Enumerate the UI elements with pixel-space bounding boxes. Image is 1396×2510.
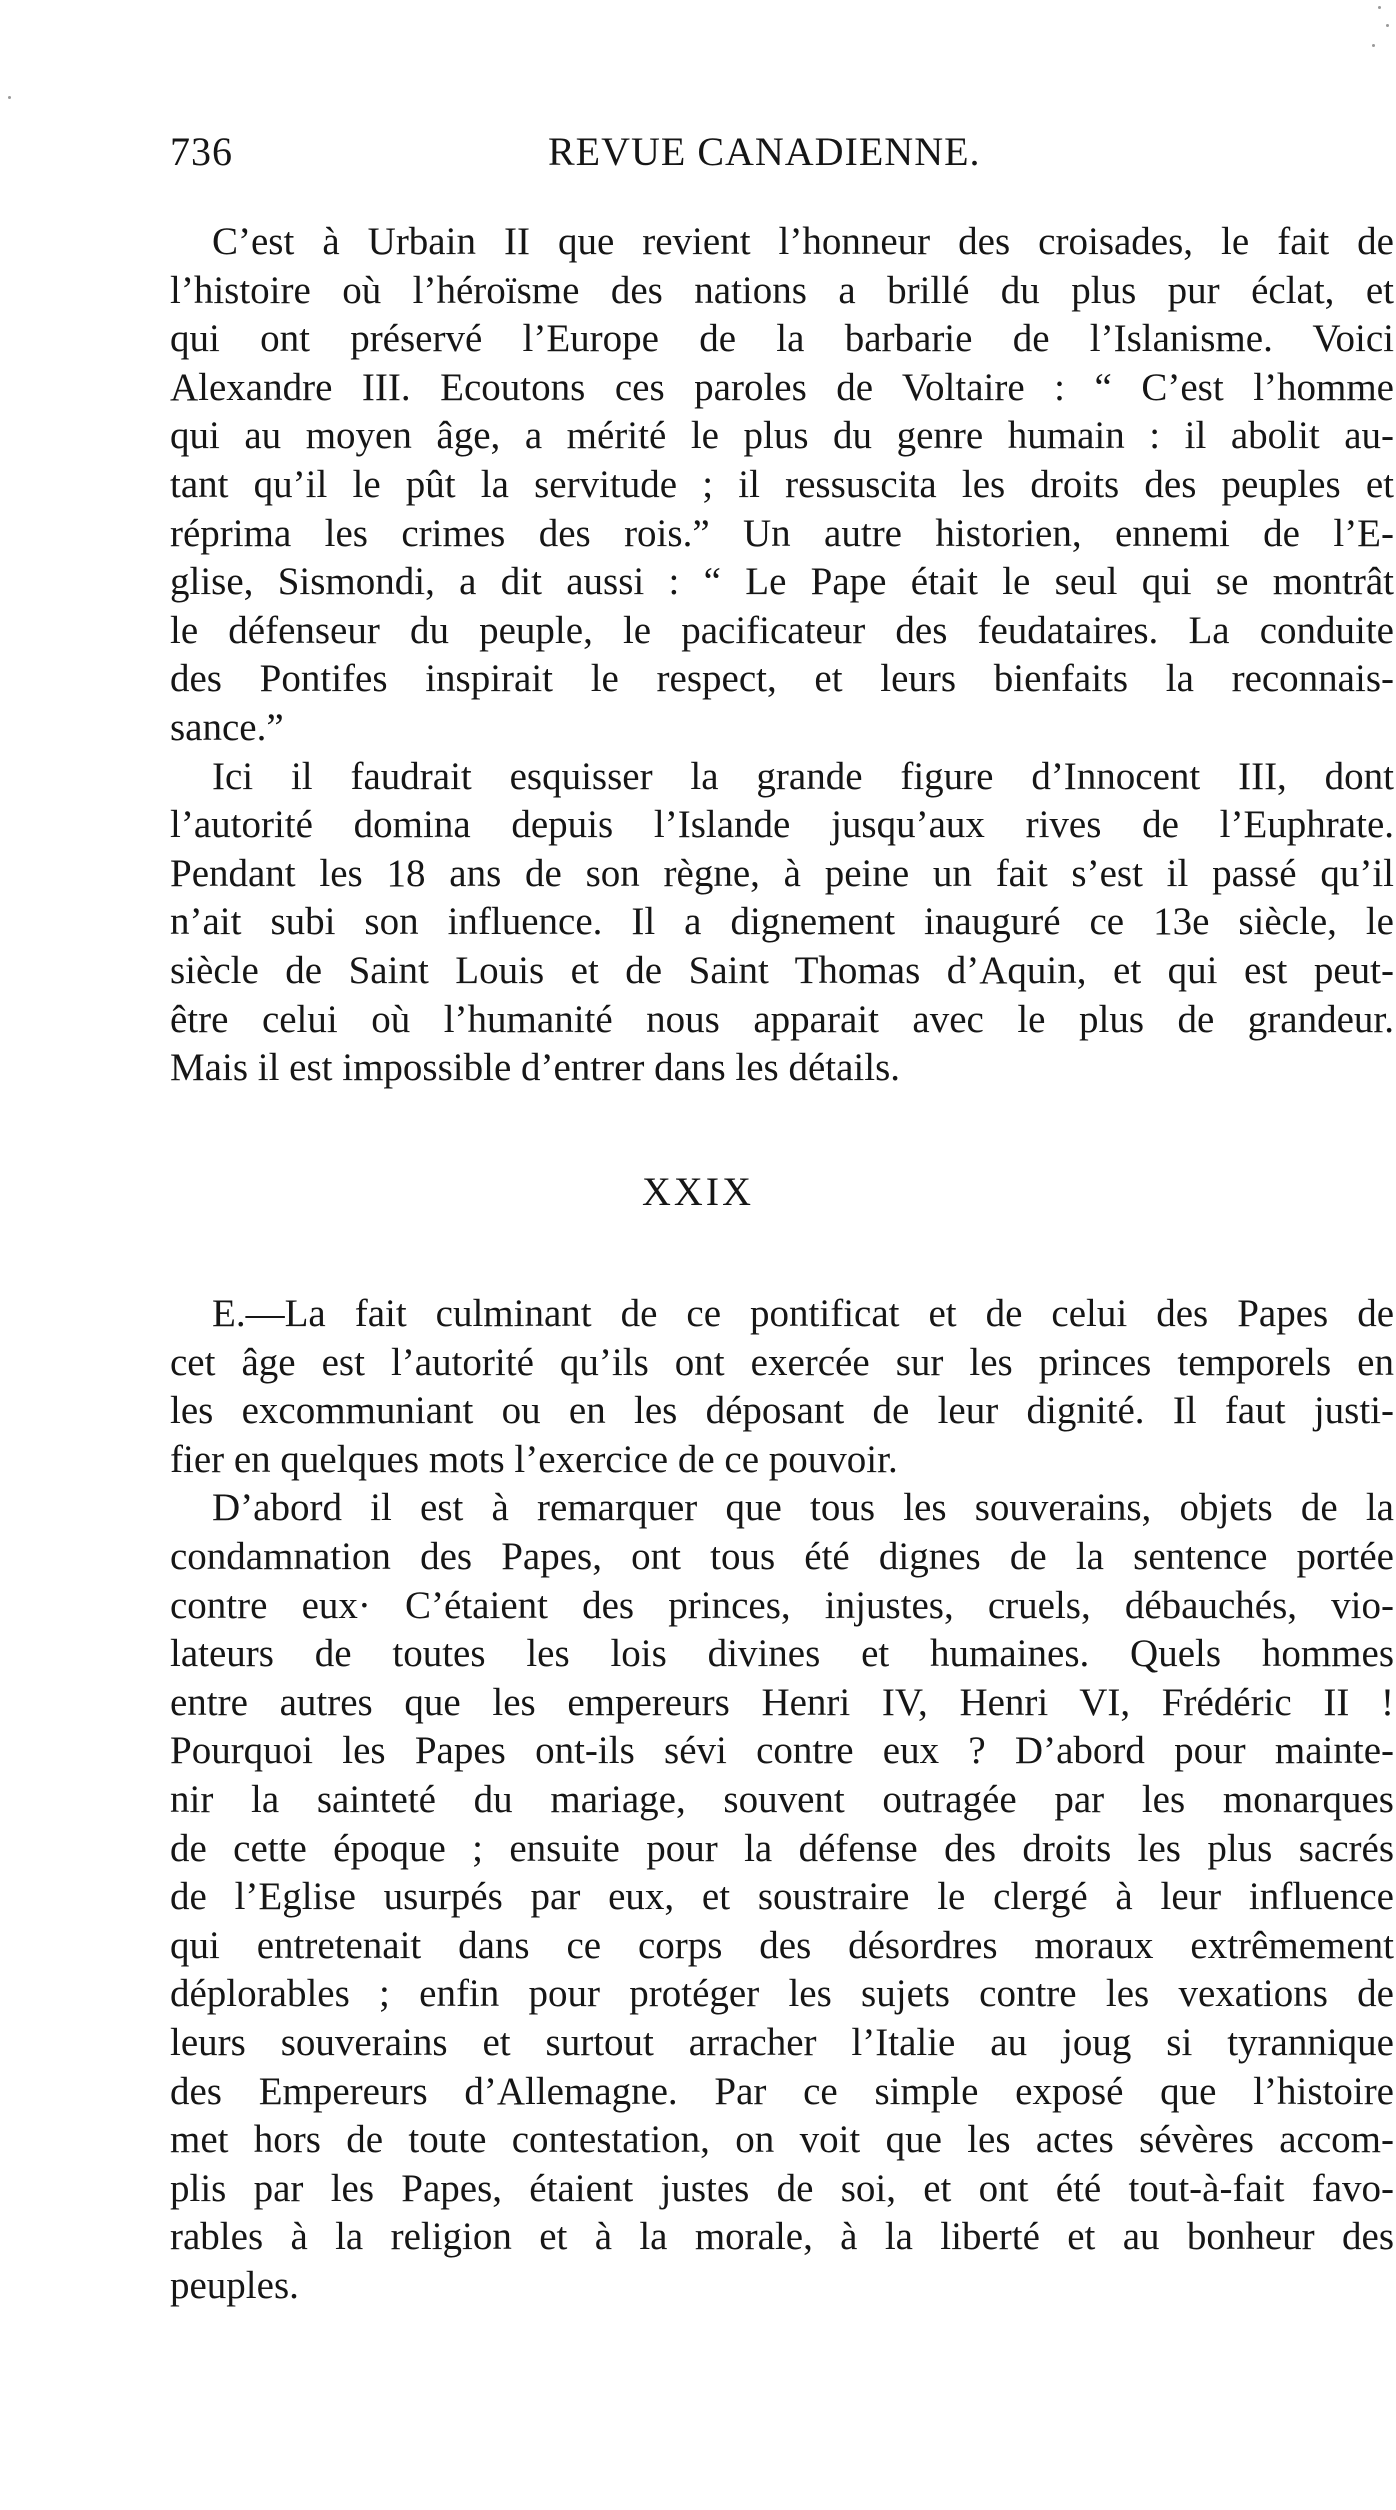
text-line: nir la sainteté du mariage, souvent outragée par les monarques	[170, 1777, 1394, 1821]
text-line: siècle de Saint Louis et de Saint Thomas d’Aquin, et qui est peut-	[170, 948, 1394, 992]
text-line: peuples.	[170, 2263, 299, 2307]
text-line: D’abord il est à remarquer que tous les souverains, objets de la	[212, 1486, 1394, 1530]
scan-speck	[1378, 6, 1381, 9]
text-line: le défenseur du peuple, le pacificateur des feudataires. La conduite	[170, 608, 1394, 652]
paragraph-authority	[170, 1290, 1394, 1484]
text-line: C’est à Urbain II que revient l’honneur des croisades, le fait de	[212, 220, 1394, 263]
text-line: E.—La fait culminant de ce pontificat et de celui des Papes de	[212, 1292, 1394, 1335]
page-number: 736	[170, 129, 233, 174]
section-heading: XXIX	[642, 1169, 754, 1214]
running-title: REVUE CANADIENNE.	[548, 129, 981, 174]
text-line: de cette époque ; ensuite pour la défense des droits les plus sacrés	[170, 1826, 1394, 1870]
scan-speck	[1386, 24, 1389, 27]
text-line: Mais il est impossible d’entrer dans les détails.	[170, 1046, 901, 1090]
paragraph-innocent	[170, 753, 1394, 1093]
text-line: l’autorité domina depuis l’Islande jusqu’aux rives de l’Euphrate.	[170, 803, 1394, 847]
text-line: tant qu’il le pût la servitude ; il ressuscita les droits des peuples et	[170, 462, 1394, 506]
text-line: Alexandre III. Ecoutons ces paroles de Voltaire : “ C’est l’homme	[170, 365, 1394, 409]
text-line: lateurs de toutes les lois divines et humaines. Quels hommes	[170, 1632, 1394, 1676]
text-line: de l’Eglise usurpés par eux, et soustraire le clergé à leur influence	[170, 1875, 1394, 1919]
text-line: l’histoire où l’héroïsme des nations a brillé du plus pur éclat, et	[170, 268, 1394, 312]
text-line: cet âge est l’autorité qu’ils ont exercée sur les princes temporels en	[170, 1340, 1394, 1384]
text-line: sance.”	[170, 705, 284, 749]
text-line: entre autres que les empereurs Henri IV, Henri VI, Frédéric II !	[170, 1680, 1394, 1724]
scan-speck	[1372, 44, 1375, 47]
lower-text-block	[170, 1290, 1394, 2310]
text-line: glise, Sismondi, a dit aussi : “ Le Pape était le seul qui se montrât	[170, 560, 1394, 604]
text-line: déplorables ; enfin pour protéger les sujets contre les vexations de	[170, 1972, 1394, 2016]
scan-speck	[8, 96, 11, 99]
text-line: Ici il faudrait esquisser la grande figure d’Innocent III, dont	[212, 754, 1394, 798]
running-header	[170, 128, 1396, 188]
text-line: des Empereurs d’Allemagne. Par ce simple exposé que l’histoire	[170, 2069, 1394, 2113]
text-line: des Pontifes inspirait le respect, et leurs bienfaits la reconnais-	[170, 657, 1394, 701]
upper-text-block	[170, 218, 1394, 1093]
text-line: Pendant les 18 ans de son règne, à peine un fait s’est il passé qu’il	[170, 851, 1394, 895]
text-line: leurs souverains et surtout arracher l’Italie au joug si tyrannique	[170, 2020, 1394, 2064]
text-line: rables à la religion et à la morale, à la liberté et au bonheur des	[170, 2215, 1394, 2259]
text-line: contre eux· C’étaient des princes, injustes, cruels, débauchés, vio-	[170, 1583, 1394, 1627]
paragraph-urbain	[170, 218, 1394, 753]
text-line: qui au moyen âge, a mérité le plus du genre humain : il abolit au-	[170, 414, 1394, 458]
text-line: être celui où l’humanité nous apparait avec le plus de grandeur.	[170, 997, 1394, 1041]
text-line: plis par les Papes, étaient justes de soi, et ont été tout-à-fait favo-	[170, 2166, 1394, 2210]
text-line: Pourquoi les Papes ont-ils sévi contre eux ? D’abord pour mainte-	[170, 1729, 1394, 1773]
text-line: les excommuniant ou en les déposant de leur dignité. Il faut justi-	[170, 1389, 1394, 1433]
text-line: qui ont préservé l’Europe de la barbarie de l’Islanisme. Voici	[170, 317, 1394, 361]
text-line: fier en quelques mots l’exercice de ce pouvoir.	[170, 1437, 898, 1481]
paragraph-sovereigns	[170, 1484, 1394, 2310]
text-line: réprima les crimes des rois.” Un autre historien, ennemi de l’E-	[170, 511, 1394, 555]
text-line: condamnation des Papes, ont tous été dignes de la sentence portée	[170, 1534, 1394, 1578]
text-line: qui entretenait dans ce corps des désordres moraux extrêmement	[170, 1923, 1394, 1967]
text-line: n’ait subi son influence. Il a dignement inauguré ce 13e siècle, le	[170, 900, 1394, 944]
text-line: met hors de toute contestation, on voit que les actes sévères accom-	[170, 2118, 1394, 2162]
